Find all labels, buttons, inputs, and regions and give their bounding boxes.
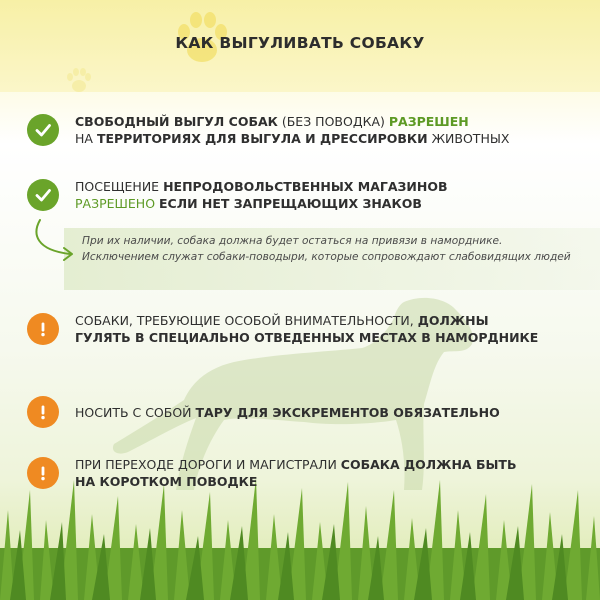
check-icon — [27, 114, 59, 146]
rule-item-free-walking — [27, 113, 587, 147]
rule-item-road-crossing — [27, 456, 567, 490]
rule-text: СОБАКИ, ТРЕБУЮЩИЕ ОСОБОЙ ВНИМАТЕЛЬНОСТИ, ДОЛЖНЫ ГУЛЯТЬ В СПЕЦИАЛЬНО ОТВЕДЕННЫХ МЕСТАХ В НАМОРДНИКЕ — [75, 313, 539, 345]
paw-print-icon-small — [64, 66, 94, 96]
rule-item-shops — [27, 178, 587, 212]
exclamation-icon — [27, 313, 59, 345]
rule-text: ПОСЕЩЕНИЕ НЕПРОДОВОЛЬСТВЕННЫХ МАГАЗИНОВ РАЗРЕШЕНО ЕСЛИ НЕТ ЗАПРЕЩАЮЩИХ ЗНАКОВ — [75, 179, 448, 211]
rule-item-waste-container — [27, 396, 587, 428]
note-text: При их наличии, собака должна будет остаться на привязи в наморднике. Исключением служат собаки-поводыри, которые сопровождают слабовидящих людей — [82, 235, 571, 263]
rule-text: ПРИ ПЕРЕХОДЕ ДОРОГИ И МАГИСТРАЛИ СОБАКА ДОЛЖНА БЫТЬ НА КОРОТКОМ ПОВОДКЕ — [75, 457, 517, 489]
check-icon — [27, 179, 59, 211]
page-title: КАК ВЫГУЛИВАТЬ СОБАКУ — [175, 34, 425, 52]
rule-item-muzzle — [27, 312, 567, 346]
rule-text: СВОБОДНЫЙ ВЫГУЛ СОБАК (БЕЗ ПОВОДКА) РАЗРЕШЕН НА ТЕРРИТОРИЯХ ДЛЯ ВЫГУЛА И ДРЕССИРОВКИ ЖИВОТНЫХ — [75, 114, 510, 146]
curved-arrow-icon — [26, 216, 82, 264]
exclamation-icon — [27, 396, 59, 428]
exclamation-icon — [27, 457, 59, 489]
rule-text: НОСИТЬ С СОБОЙ ТАРУ ДЛЯ ЭКСКРЕМЕНТОВ ОБЯЗАТЕЛЬНО — [75, 404, 500, 420]
